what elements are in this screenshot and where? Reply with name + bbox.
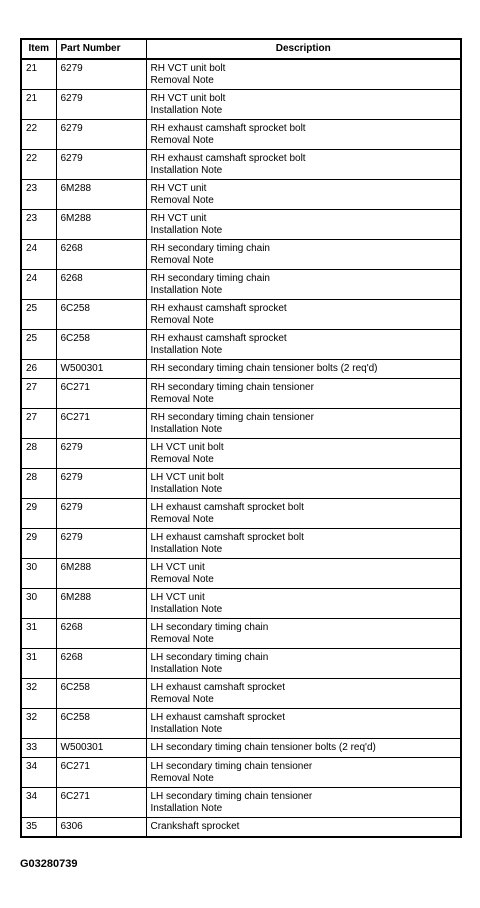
- description-line: RH exhaust camshaft sprocket bolt: [150, 122, 306, 134]
- table-row: [21, 269, 461, 299]
- item-cell: 22: [21, 149, 56, 179]
- description-note: Removal Note: [150, 194, 214, 206]
- description-note: Removal Note: [150, 75, 214, 86]
- item-cell: 31: [21, 618, 56, 648]
- part-number-cell: 6C271: [56, 378, 146, 408]
- description-line: RH VCT unit bolt: [150, 63, 226, 74]
- table-row: [21, 59, 461, 89]
- description-line: RH VCT unit: [150, 212, 207, 224]
- part-number-cell: 6279: [56, 498, 146, 528]
- part-number-cell: 6C271: [56, 757, 146, 787]
- description-line: LH secondary timing chain: [150, 621, 269, 633]
- description-line: RH secondary timing chain tensioner bolts (2 req'd): [150, 362, 378, 374]
- description-note: Removal Note: [150, 633, 214, 645]
- description-line: LH secondary timing chain tensioner bolts (2 req'd): [150, 741, 376, 753]
- item-cell: 21: [21, 59, 56, 89]
- header-item: Item: [21, 39, 56, 59]
- description-note: Installation Note: [150, 423, 223, 435]
- part-number-cell: 6306: [56, 817, 146, 837]
- description-cell: [146, 817, 461, 837]
- part-number-cell: 6M288: [56, 558, 146, 588]
- description-note: Removal Note: [150, 314, 214, 326]
- description-cell: [146, 438, 461, 468]
- item-cell: 28: [21, 438, 56, 468]
- item-cell: 32: [21, 708, 56, 738]
- table-row: [21, 588, 461, 618]
- table-row: [21, 787, 461, 817]
- table-body: [21, 59, 461, 837]
- description-cell: [146, 678, 461, 708]
- table-row: [21, 757, 461, 787]
- description-line: LH exhaust camshaft sprocket bolt: [150, 501, 304, 513]
- description-line: RH secondary timing chain: [150, 272, 270, 284]
- description-cell: [146, 708, 461, 738]
- part-number-cell: 6279: [56, 468, 146, 498]
- part-number-cell: 6279: [56, 119, 146, 149]
- description-line: RH exhaust camshaft sprocket: [150, 302, 287, 314]
- description-note: Installation Note: [150, 483, 223, 495]
- header-part-number: Part Number: [56, 39, 146, 59]
- description-line: RH VCT unit bolt: [150, 92, 226, 104]
- item-cell: 29: [21, 498, 56, 528]
- part-number-cell: 6268: [56, 648, 146, 678]
- item-cell: 27: [21, 408, 56, 438]
- item-cell: 33: [21, 738, 56, 757]
- table-row: [21, 618, 461, 648]
- description-note: Installation Note: [150, 543, 223, 555]
- item-cell: 23: [21, 209, 56, 239]
- description-cell: [146, 648, 461, 678]
- item-cell: 25: [21, 299, 56, 329]
- table-row: [21, 438, 461, 468]
- part-number-cell: 6C271: [56, 787, 146, 817]
- description-note: Removal Note: [150, 513, 214, 525]
- item-cell: 35: [21, 817, 56, 837]
- table-row: [21, 209, 461, 239]
- description-cell: [146, 269, 461, 299]
- part-number-cell: 6C258: [56, 678, 146, 708]
- part-number-cell: 6279: [56, 528, 146, 558]
- description-cell: [146, 329, 461, 359]
- description-cell: [146, 528, 461, 558]
- description-cell: [146, 119, 461, 149]
- description-note: Installation Note: [150, 603, 223, 615]
- table-row: [21, 299, 461, 329]
- description-note: Removal Note: [150, 393, 214, 405]
- table-row: [21, 708, 461, 738]
- description-line: LH exhaust camshaft sprocket: [150, 681, 286, 693]
- item-cell: 21: [21, 89, 56, 119]
- header-description: Description: [146, 39, 461, 59]
- description-line: LH exhaust camshaft sprocket bolt: [150, 531, 304, 543]
- item-cell: 30: [21, 558, 56, 588]
- description-cell: [146, 179, 461, 209]
- description-cell: [146, 787, 461, 817]
- description-cell: [146, 299, 461, 329]
- item-cell: 34: [21, 757, 56, 787]
- item-cell: 22: [21, 119, 56, 149]
- part-number-cell: 6C258: [56, 708, 146, 738]
- description-cell: [146, 738, 461, 757]
- item-cell: 28: [21, 468, 56, 498]
- description-cell: [146, 59, 461, 89]
- part-number-cell: 6268: [56, 269, 146, 299]
- description-cell: [146, 89, 461, 119]
- description-line: RH exhaust camshaft sprocket: [150, 332, 287, 344]
- description-note: Installation Note: [150, 164, 223, 176]
- description-line: LH VCT unit bolt: [150, 441, 224, 453]
- table-header-row: [21, 39, 461, 59]
- part-number-cell: 6M288: [56, 209, 146, 239]
- description-cell: [146, 359, 461, 378]
- item-cell: 26: [21, 359, 56, 378]
- description-line: LH VCT unit: [150, 591, 205, 603]
- description-note: Installation Note: [150, 802, 223, 814]
- description-cell: [146, 408, 461, 438]
- part-number-cell: 6279: [56, 438, 146, 468]
- description-cell: [146, 378, 461, 408]
- part-number-cell: 6279: [56, 89, 146, 119]
- description-cell: [146, 618, 461, 648]
- table-row: [21, 817, 461, 837]
- table-row: [21, 378, 461, 408]
- figure-id: G03280739: [20, 858, 78, 870]
- item-cell: 30: [21, 588, 56, 618]
- description-line: Crankshaft sprocket: [150, 820, 240, 832]
- description-line: LH secondary timing chain: [150, 651, 269, 663]
- description-note: Removal Note: [150, 693, 214, 705]
- description-note: Installation Note: [150, 663, 223, 675]
- table-row: [21, 408, 461, 438]
- part-number-cell: 6279: [56, 149, 146, 179]
- parts-table: [20, 38, 462, 838]
- description-note: Removal Note: [150, 772, 214, 784]
- table-row: [21, 119, 461, 149]
- description-line: LH VCT unit bolt: [150, 471, 224, 483]
- description-line: LH exhaust camshaft sprocket: [150, 711, 286, 723]
- item-cell: 29: [21, 528, 56, 558]
- description-cell: [146, 239, 461, 269]
- table-row: [21, 498, 461, 528]
- description-line: LH VCT unit: [150, 561, 205, 573]
- description-note: Removal Note: [150, 134, 214, 146]
- item-cell: 31: [21, 648, 56, 678]
- item-cell: 23: [21, 179, 56, 209]
- description-cell: [146, 149, 461, 179]
- table-row: [21, 738, 461, 757]
- table-row: [21, 179, 461, 209]
- description-note: Installation Note: [150, 284, 223, 296]
- table-row: [21, 678, 461, 708]
- item-cell: 24: [21, 269, 56, 299]
- table-row: [21, 648, 461, 678]
- description-line: LH secondary timing chain tensioner: [150, 760, 313, 772]
- description-line: LH secondary timing chain tensioner: [150, 790, 313, 802]
- item-cell: 24: [21, 239, 56, 269]
- table-row: [21, 329, 461, 359]
- table-row: [21, 558, 461, 588]
- part-number-cell: 6C258: [56, 329, 146, 359]
- description-line: RH VCT unit: [150, 182, 207, 194]
- table-row: [21, 528, 461, 558]
- part-number-cell: 6C271: [56, 408, 146, 438]
- part-number-cell: 6M288: [56, 588, 146, 618]
- part-number-cell: W500301: [56, 359, 146, 378]
- description-cell: [146, 588, 461, 618]
- description-note: Removal Note: [150, 254, 214, 266]
- table-row: [21, 468, 461, 498]
- description-line: RH secondary timing chain: [150, 242, 270, 254]
- item-cell: 32: [21, 678, 56, 708]
- table-row: [21, 239, 461, 269]
- item-cell: 34: [21, 787, 56, 817]
- description-line: RH secondary timing chain tensioner: [150, 381, 314, 393]
- part-number-cell: W500301: [56, 738, 146, 757]
- description-note: Removal Note: [150, 573, 214, 585]
- table-row: [21, 89, 461, 119]
- description-cell: [146, 498, 461, 528]
- description-cell: [146, 757, 461, 787]
- description-cell: [146, 468, 461, 498]
- table-row: [21, 149, 461, 179]
- part-number-cell: 6C258: [56, 299, 146, 329]
- description-line: RH secondary timing chain tensioner: [150, 411, 314, 423]
- description-cell: [146, 558, 461, 588]
- description-cell: [146, 209, 461, 239]
- description-line: RH exhaust camshaft sprocket bolt: [150, 152, 306, 164]
- part-number-cell: 6268: [56, 239, 146, 269]
- description-note: Removal Note: [150, 453, 214, 465]
- item-cell: 25: [21, 329, 56, 359]
- description-note: Installation Note: [150, 723, 223, 735]
- item-cell: 27: [21, 378, 56, 408]
- part-number-cell: 6279: [56, 59, 146, 89]
- description-note: Installation Note: [150, 224, 223, 236]
- part-number-cell: 6M288: [56, 179, 146, 209]
- description-note: Installation Note: [150, 344, 223, 356]
- table-row: [21, 359, 461, 378]
- description-note: Installation Note: [150, 104, 223, 116]
- part-number-cell: 6268: [56, 618, 146, 648]
